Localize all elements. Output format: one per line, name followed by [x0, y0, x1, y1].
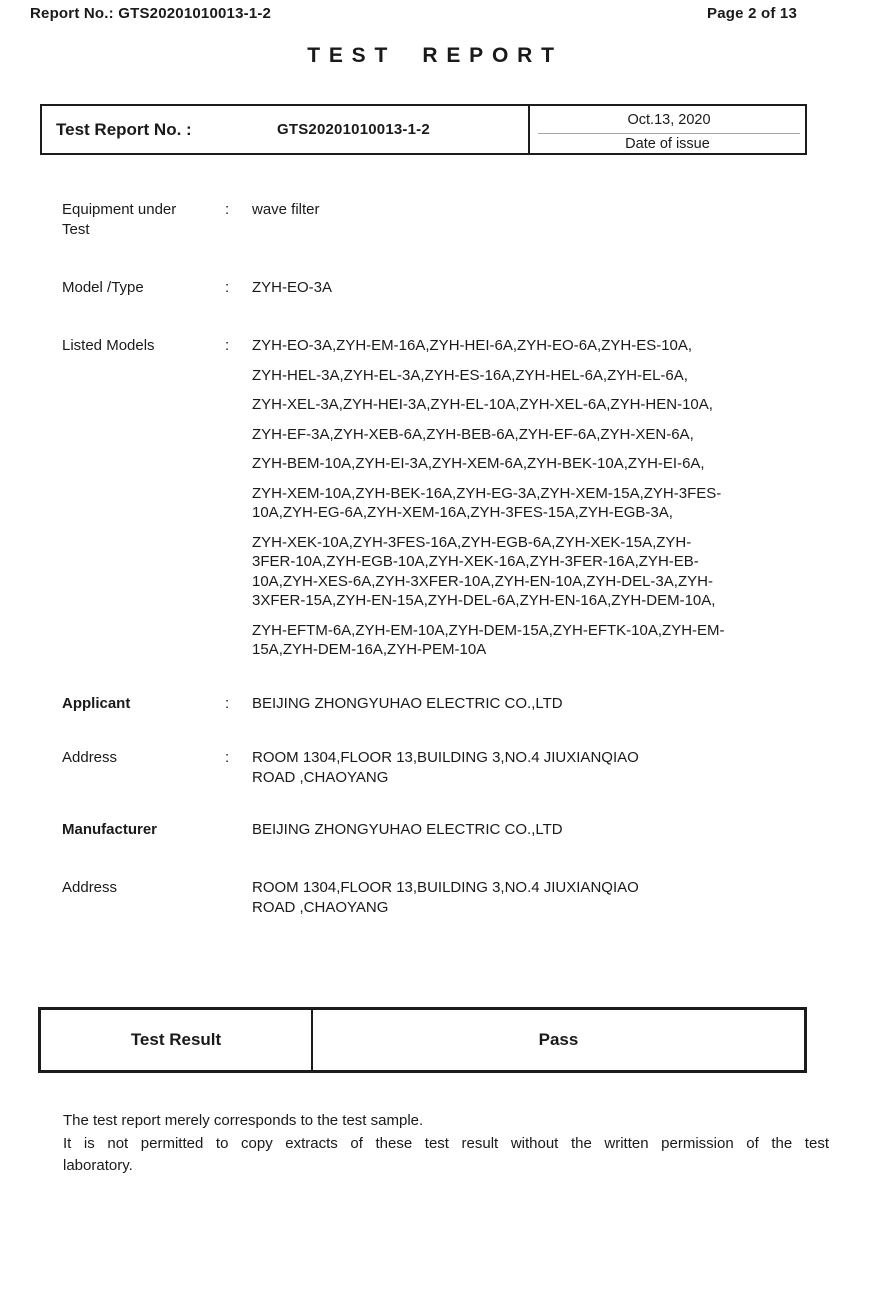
page-title: TEST REPORT: [307, 44, 563, 67]
field-value: ROOM 1304,FLOOR 13,BUILDING 3,NO.4 JIUXIANQIAO ROAD ,CHAOYANG: [252, 879, 639, 916]
report-number-value: GTS20201010013-1-2: [277, 121, 430, 138]
test-result-value: Pass: [538, 1030, 579, 1049]
field-label: Address: [62, 879, 118, 896]
test-result-label: Test Result: [41, 1010, 313, 1070]
field-value: ROOM 1304,FLOOR 13,BUILDING 3,NO.4 JIUXIANQIAO ROAD ,CHAOYANG: [252, 749, 639, 786]
field-value: BEIJING ZHONGYUHAO ELECTRIC CO.,LTD: [252, 695, 563, 712]
running-header: [30, 5, 797, 22]
listed-models-list: ZYH-EO-3A,ZYH-EM-16A,ZYH-HEI-6A,ZYH-EO-6A,ZYH-ES-10A, ZYH-HEL-3A,ZYH-EL-3A,ZYH-ES-16A,ZYH-HEL-6A,ZYH-EL-6A, ZYH-XEL-3A,ZYH-HEI-3A,ZYH-EL-10A,ZYH-XEL-6A,ZYH-HEN-10A, ZYH-EF-3A,ZYH-XEB-6A,ZYH-BEB-6A,ZYH-EF-6A,ZYH-XEN-6A, ZYH-BEM-10A,ZYH-EI-3A,ZYH-XEM-6A,ZYH-BEK-10A,ZYH-EI-6A, ZYH-XEM-10A,ZYH-BEK-16A,ZYH-EG-3A,ZYH-XEM-15A,ZYH-3FES- 10A,ZYH-EG-6A,ZYH-XEM-16A,ZYH-3FES-15A,ZYH-EGB-3A, ZYH-XEK-10A,ZYH-3FES-16A,ZYH-EGB-6A,ZYH-XEK-15A,ZYH- 3FER-10A,ZYH-EGB-10A,ZYH-XEK-16A,ZYH-3FER-16A,ZYH-EB- 10A,ZYH-XES-6A,ZYH-3XFER-10A,ZYH-EN-10A,ZYH-DEL-3A,ZYH- 3XFER-15A,ZYH-EN-15A,ZYH-DEL-6A,ZYH-EN-16A,ZYH-DEM-10A, ZYH-EFTM-6A,ZYH-EM-10A,ZYH-DEM-15A,ZYH-EFTK-10A,ZYH-EM- 15A,ZYH-DEM-16A,ZYH-PEM-10A: [252, 337, 725, 658]
field-colon: :: [225, 337, 230, 354]
header-report-no: Report No.: GTS20201010013-1-2: [30, 5, 272, 22]
field-label: Listed Models: [62, 337, 155, 354]
footer-disclaimer: The test report merely corresponds to the test sample. It is not permitted to copy extracts of these test result without the written permission of the test laboratory.: [63, 1112, 829, 1174]
field-colon: :: [225, 201, 230, 218]
issue-date: Oct.13, 2020: [538, 106, 800, 134]
field-value: BEIJING ZHONGYUHAO ELECTRIC CO.,LTD: [252, 821, 563, 838]
field-value: wave filter: [252, 201, 320, 218]
report-number-label: Test Report No. :: [56, 119, 192, 139]
field-colon: :: [225, 695, 230, 712]
field-value: ZYH-EO-3A: [252, 279, 333, 296]
report-number-cell: [42, 106, 530, 153]
date-of-issue-cell: [530, 106, 805, 153]
field-label: Address: [62, 749, 118, 766]
issue-date-label: Date of issue: [625, 135, 710, 152]
field-label: Equipment under Test: [62, 201, 177, 238]
header-page-number: Page 2 of 13: [707, 5, 797, 22]
field-label: Manufacturer: [62, 821, 158, 838]
report-number-table: [40, 104, 807, 155]
field-colon: :: [225, 749, 230, 766]
field-colon: :: [225, 279, 230, 296]
test-result-table: [38, 1007, 807, 1073]
field-label: Model /Type: [62, 279, 144, 296]
field-label: Applicant: [62, 695, 131, 712]
